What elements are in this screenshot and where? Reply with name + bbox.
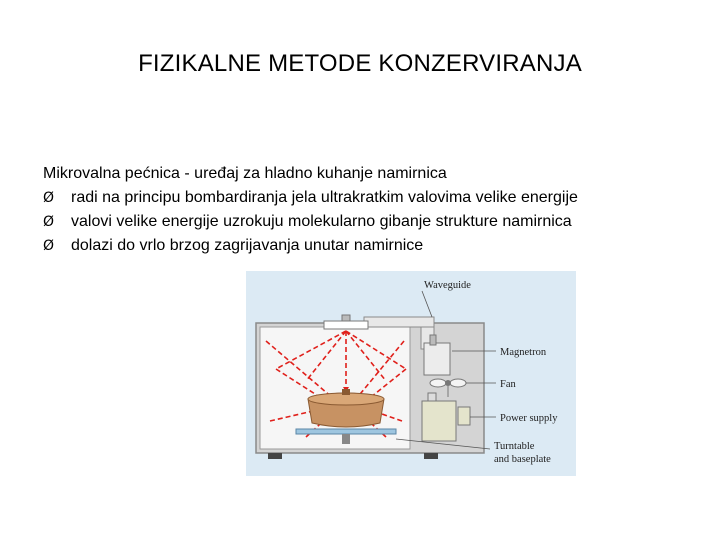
- label-magnetron: Magnetron: [500, 347, 547, 358]
- label-power-supply: Power supply: [500, 413, 558, 424]
- bullet-text: dolazi do vrlo brzog zagrijavanja unutar namirnice: [71, 237, 424, 254]
- label-waveguide: Waveguide: [424, 280, 471, 291]
- label-baseplate: and baseplate: [494, 454, 551, 465]
- bullet-text: valovi velike energije uzrokuju molekularno gibanje strukture namirnica: [71, 213, 572, 230]
- bullet-arrow-icon: Ø: [43, 214, 55, 230]
- bullet-arrow-icon: Ø: [43, 190, 55, 206]
- microwave-diagram: [246, 271, 576, 476]
- bullet-item: [43, 186, 703, 210]
- intro-description: - uređaj za hladno kuhanje namirnica: [179, 165, 447, 182]
- food-dish: [308, 389, 384, 427]
- intro-line: [43, 162, 703, 186]
- bullet-text: radi na principu bombardiranja jela ultrakratkim valovima velike energije: [71, 189, 578, 206]
- bullet-item: [43, 234, 703, 258]
- slide-title: FIZIKALNE METODE KONZERVIRANJA: [138, 50, 582, 77]
- bullet-item: [43, 210, 703, 234]
- slide-body: [43, 162, 703, 258]
- bullet-arrow-icon: Ø: [43, 238, 55, 254]
- label-fan: Fan: [500, 379, 516, 390]
- intro-term: Mikrovalna pećnica: [43, 165, 180, 182]
- microwave-diagram-svg: [246, 271, 576, 476]
- label-turntable: Turntable: [494, 441, 535, 452]
